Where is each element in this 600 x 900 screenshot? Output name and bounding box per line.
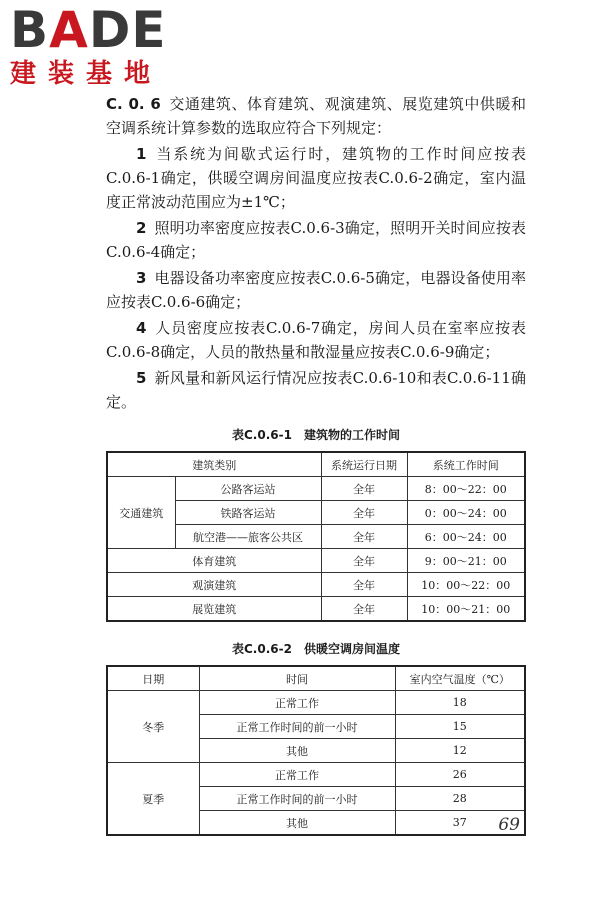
time-cell: 正常工作时间的前一小时: [199, 715, 395, 739]
table2-caption: [106, 640, 526, 657]
logo-letter: DE: [88, 1, 167, 59]
room-temperature-table: [106, 665, 526, 836]
clause-item: [106, 366, 526, 414]
clause-text: 人员密度应按表C.0.6-7确定，房间人员在室率应按表C.0.6-8确定，人员的散热量和散湿量应按表C.0.6-9确定；: [106, 319, 526, 361]
table-row: [107, 597, 525, 622]
building-type-cell: 体育建筑: [107, 549, 321, 573]
clause-item: [106, 316, 526, 364]
building-type-cell: 观演建筑: [107, 573, 321, 597]
time-cell: 正常工作: [199, 691, 395, 715]
building-type-cell: 展览建筑: [107, 597, 321, 622]
table-header-row: [107, 666, 525, 691]
season-cell: 冬季: [107, 691, 199, 763]
table-header-row: [107, 452, 525, 477]
clause-text: 当系统为间歇式运行时，建筑物的工作时间应按表C.0.6-1确定，供暖空调房间温度应按表C.0.6-2确定，室内温度正常波动范围应为±1℃；: [106, 145, 526, 211]
temperature-cell: 15: [395, 715, 525, 739]
temperature-cell: 28: [395, 787, 525, 811]
table-row: [107, 691, 525, 715]
time-cell: 正常工作: [199, 763, 395, 787]
operation-hours-cell: 0：00～24：00: [407, 501, 525, 525]
operation-days-cell: 全年: [321, 597, 407, 622]
time-cell: 其他: [199, 811, 395, 836]
operation-days-cell: 全年: [321, 549, 407, 573]
document-body: [106, 92, 526, 836]
clause-item: [106, 266, 526, 314]
column-header: 室内空气温度（℃）: [395, 666, 525, 691]
time-cell: 正常工作时间的前一小时: [199, 787, 395, 811]
table2-number: 表C.0.6-2: [232, 642, 292, 656]
column-header: 系统运行日期: [321, 452, 407, 477]
clause-item: [106, 216, 526, 264]
table1-title: 建筑物的工作时间: [303, 428, 400, 442]
table2-title: 供暖空调房间温度: [303, 642, 400, 656]
column-header: 时间: [199, 666, 395, 691]
clause-item: [106, 142, 526, 214]
logo-subtitle: 建装基地: [10, 59, 163, 89]
brand-logo: [10, 1, 190, 89]
temperature-cell: 26: [395, 763, 525, 787]
season-cell: 夏季: [107, 763, 199, 836]
table-row: [107, 549, 525, 573]
table1-number: 表C.0.6-1: [232, 428, 292, 442]
column-header: 日期: [107, 666, 199, 691]
section-intro: [106, 92, 526, 140]
section-intro-text: 交通建筑、体育建筑、观演建筑、展览建筑中供暖和空调系统计算参数的选取应符合下列规定：: [106, 95, 526, 137]
clause-number: 2: [136, 219, 147, 237]
page-number: 69: [498, 815, 520, 835]
operation-hours-cell: 6：00～24：00: [407, 525, 525, 549]
column-header: 建筑类别: [107, 452, 321, 477]
section-number: C. 0. 6: [106, 95, 161, 113]
table-row: [107, 573, 525, 597]
operation-days-cell: 全年: [321, 477, 407, 501]
clause-number: 1: [136, 145, 147, 163]
clause-text: 新风量和新风运行情况应按表C.0.6-10和表C.0.6-11确定。: [106, 369, 526, 411]
group-cell: 交通建筑: [107, 477, 175, 549]
clause-number: 3: [136, 269, 147, 287]
operation-hours-cell: 8：00～22：00: [407, 477, 525, 501]
logo-accent-letter: A: [49, 1, 89, 59]
building-type-cell: 航空港——旅客公共区: [175, 525, 321, 549]
clause-number: 4: [136, 319, 147, 337]
table-row: [107, 477, 525, 501]
temperature-cell: 37: [395, 811, 525, 836]
table1-caption: [106, 426, 526, 443]
operation-days-cell: 全年: [321, 525, 407, 549]
clause-text: 照明功率密度应按表C.0.6-3确定，照明开关时间应按表C.0.6-4确定；: [106, 219, 526, 261]
clause-text: 电器设备功率密度应按表C.0.6-5确定，电器设备使用率应按表C.0.6-6确定；: [106, 269, 526, 311]
building-type-cell: 铁路客运站: [175, 501, 321, 525]
temperature-cell: 18: [395, 691, 525, 715]
operation-days-cell: 全年: [321, 573, 407, 597]
temperature-cell: 12: [395, 739, 525, 763]
logo-letter: B: [10, 1, 50, 59]
operation-hours-cell: 9：00～21：00: [407, 549, 525, 573]
table-row: [107, 763, 525, 787]
working-hours-table: [106, 451, 526, 622]
time-cell: 其他: [199, 739, 395, 763]
clause-number: 5: [136, 369, 147, 387]
building-type-cell: 公路客运站: [175, 477, 321, 501]
column-header: 系统工作时间: [407, 452, 525, 477]
logo-wordmark: [10, 1, 190, 59]
operation-hours-cell: 10：00～21：00: [407, 597, 525, 622]
operation-hours-cell: 10：00～22：00: [407, 573, 525, 597]
operation-days-cell: 全年: [321, 501, 407, 525]
